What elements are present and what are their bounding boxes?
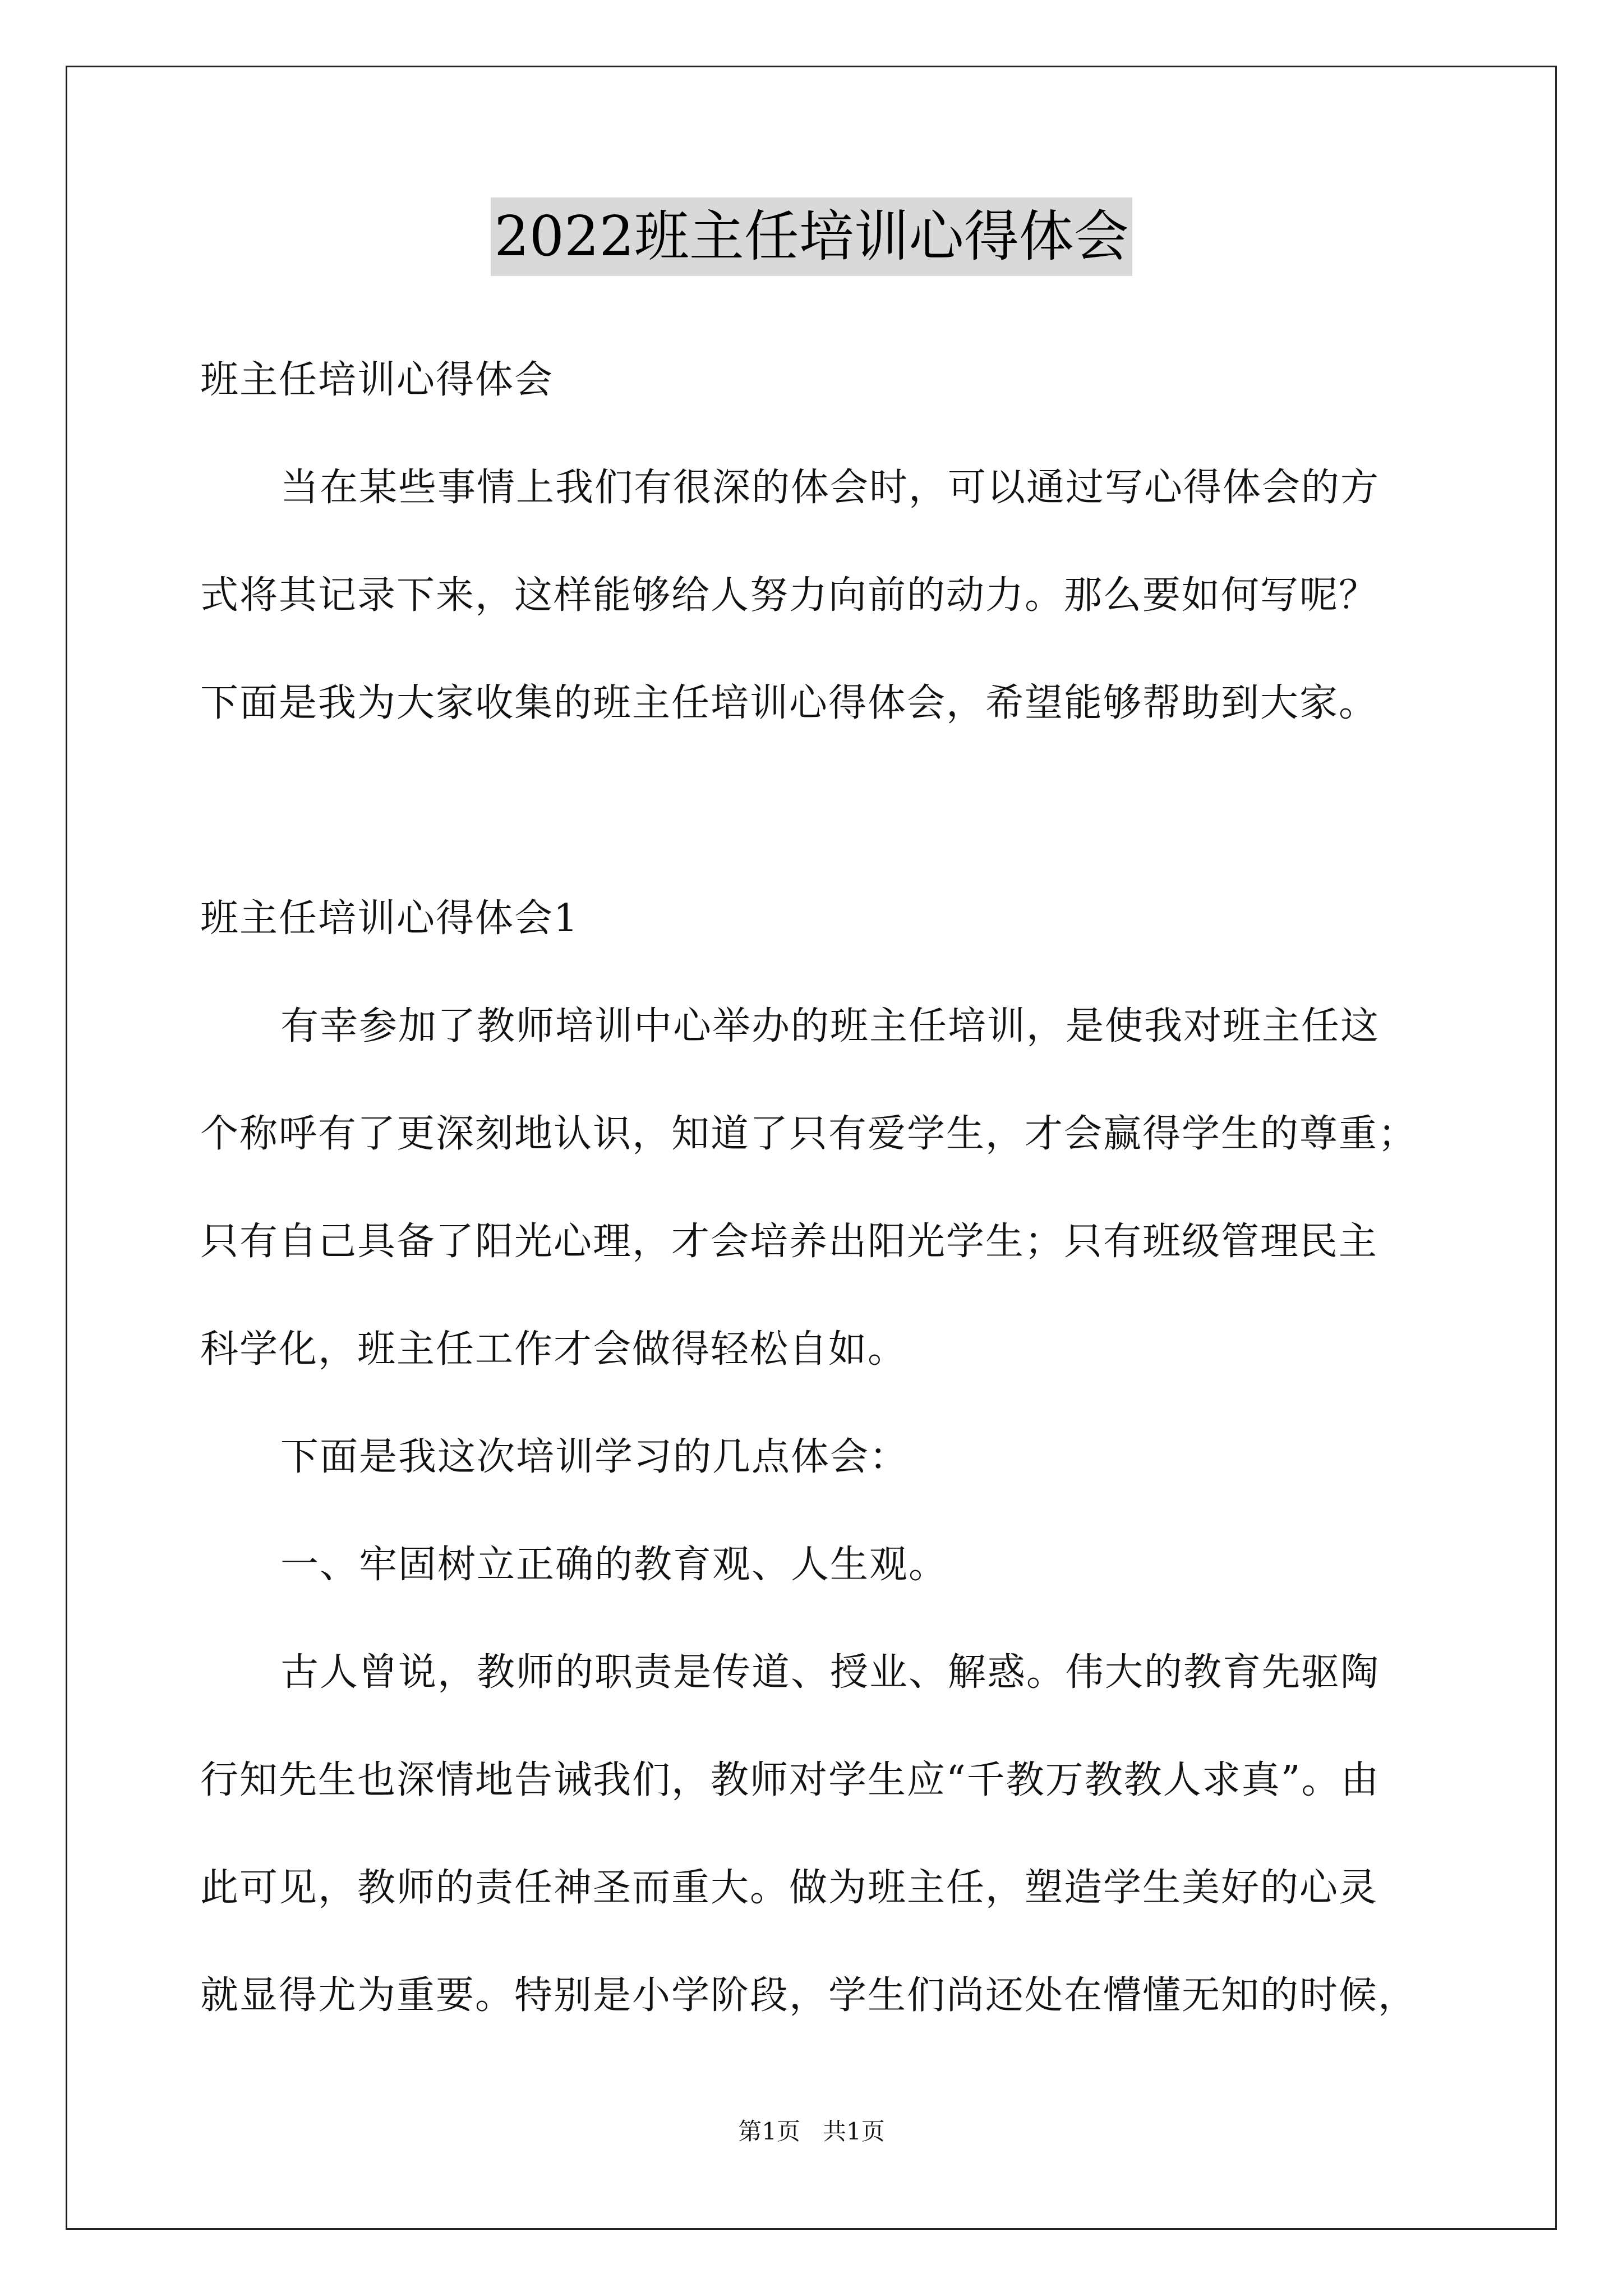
page-number: 第1页 (738, 2118, 800, 2145)
paragraph-line: 就显得尤为重要。特别是小学阶段，学生们尚还处在懵懂无知的时候， (200, 1973, 1418, 2018)
paragraph-line: 式将其记录下来，这样能够给人努力向前的动力。那么要如何写呢？ (200, 573, 1378, 618)
paragraph-line: 此可见，教师的责任神圣而重大。做为班主任，塑造学生美好的心灵 (200, 1866, 1378, 1910)
paragraph-line: 下面是我为大家收集的班主任培训心得体会，希望能够帮助到大家。 (200, 681, 1378, 725)
paragraph-line: 行知先生也深情地告诫我们，教师对学生应“千教万教教人求真”。由 (200, 1758, 1380, 1802)
paragraph-line: 有幸参加了教师培训中心举办的班主任培训，是使我对班主任这 (280, 1004, 1380, 1048)
title-container (0, 197, 1623, 276)
numbered-heading: 一、牢固树立正确的教育观、人生观。 (280, 1543, 948, 1587)
paragraph-line: 只有自己具备了阳光心理，才会培养出阳光学生；只有班级管理民主 (200, 1220, 1378, 1264)
paragraph-line: 下面是我这次培训学习的几点体会： (280, 1435, 909, 1479)
page-footer (0, 2115, 1623, 2148)
section-heading: 班主任培训心得体会1 (200, 896, 579, 941)
page-total: 共1页 (823, 2118, 885, 2145)
paragraph-line: 古人曾说，教师的职责是传道、授业、解惑。伟大的教育先驱陶 (280, 1650, 1380, 1695)
subtitle: 班主任培训心得体会 (200, 358, 554, 402)
paragraph-line: 当在某些事情上我们有很深的体会时，可以通过写心得体会的方 (280, 466, 1380, 510)
paragraph-line: 个称呼有了更深刻地认识，知道了只有爱学生，才会赢得学生的尊重； (200, 1112, 1418, 1156)
document-title: 2022班主任培训心得体会 (491, 197, 1132, 276)
paragraph-line: 科学化，班主任工作才会做得轻松自如。 (200, 1327, 907, 1372)
